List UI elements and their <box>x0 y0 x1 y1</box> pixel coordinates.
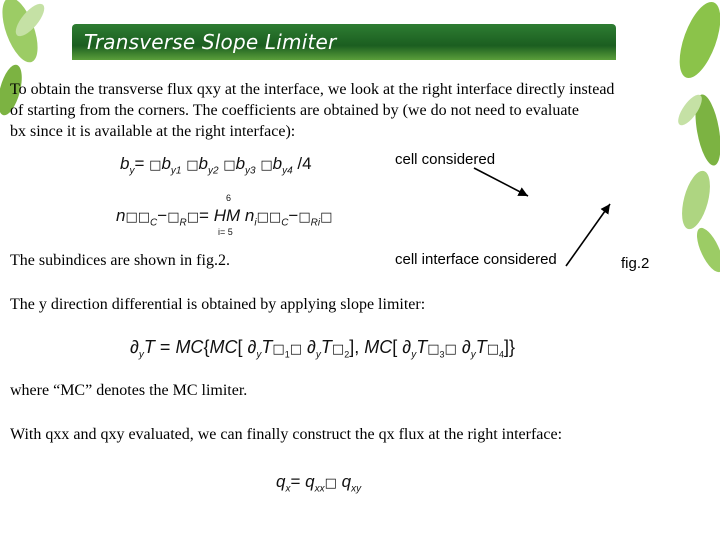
leaf-decoration-right <box>660 0 720 480</box>
hm-lower-limit: i= 5 <box>218 227 233 237</box>
mc-limiter-text: where “MC” denotes the MC limiter. <box>10 382 248 399</box>
intro-line-1: To obtain the transverse flux qxy at the interface, we look at the right interface directly instead <box>10 81 615 98</box>
y-differential-text: The y direction differential is obtained by applying slope limiter: <box>10 296 426 313</box>
fig-label: fig.2 <box>621 255 650 272</box>
subindices-text: The subindices are shown in fig.2. <box>10 252 230 269</box>
arrow-cell-interface <box>566 204 610 266</box>
hm-equation: $n□□_C-□_R□=$ HM $n_i□□_C-□_{Ri}□$ <box>116 206 333 229</box>
final-text: With qxx and qxy evaluated, we can finally construct the qx flux at the right interface: <box>10 426 563 443</box>
intro-line-3: bx since it is available at the right interface): <box>10 123 296 140</box>
by-equation: $b_y=$ $□b_{y1}$ $□b_{y2}$ $□b_{y3}$ $□b_{y4}$ /4 <box>120 154 312 177</box>
slide-title: Transverse Slope Limiter <box>84 30 337 54</box>
qx-equation: $q_x=$ $q_{xx}□$ $q_{xy}$ <box>276 472 362 495</box>
leaf-decoration-left <box>0 0 60 480</box>
cell-considered-label: cell considered <box>395 151 496 168</box>
arrow-cell-considered <box>474 168 528 196</box>
dyT-equation: $\partial_yT = MC\{MC$[ $\partial_yT□_1□$ $\partial_yT□_2$], MC[ $\partial_yT□_3□$ $\partial_yT□_4$]} <box>130 337 516 361</box>
hm-upper-limit: 6 <box>226 193 232 203</box>
cell-interface-label: cell interface considered <box>395 251 557 268</box>
intro-line-2: of starting from the corners. The coefficients are obtained by (we do not need to evaluate <box>10 102 579 119</box>
